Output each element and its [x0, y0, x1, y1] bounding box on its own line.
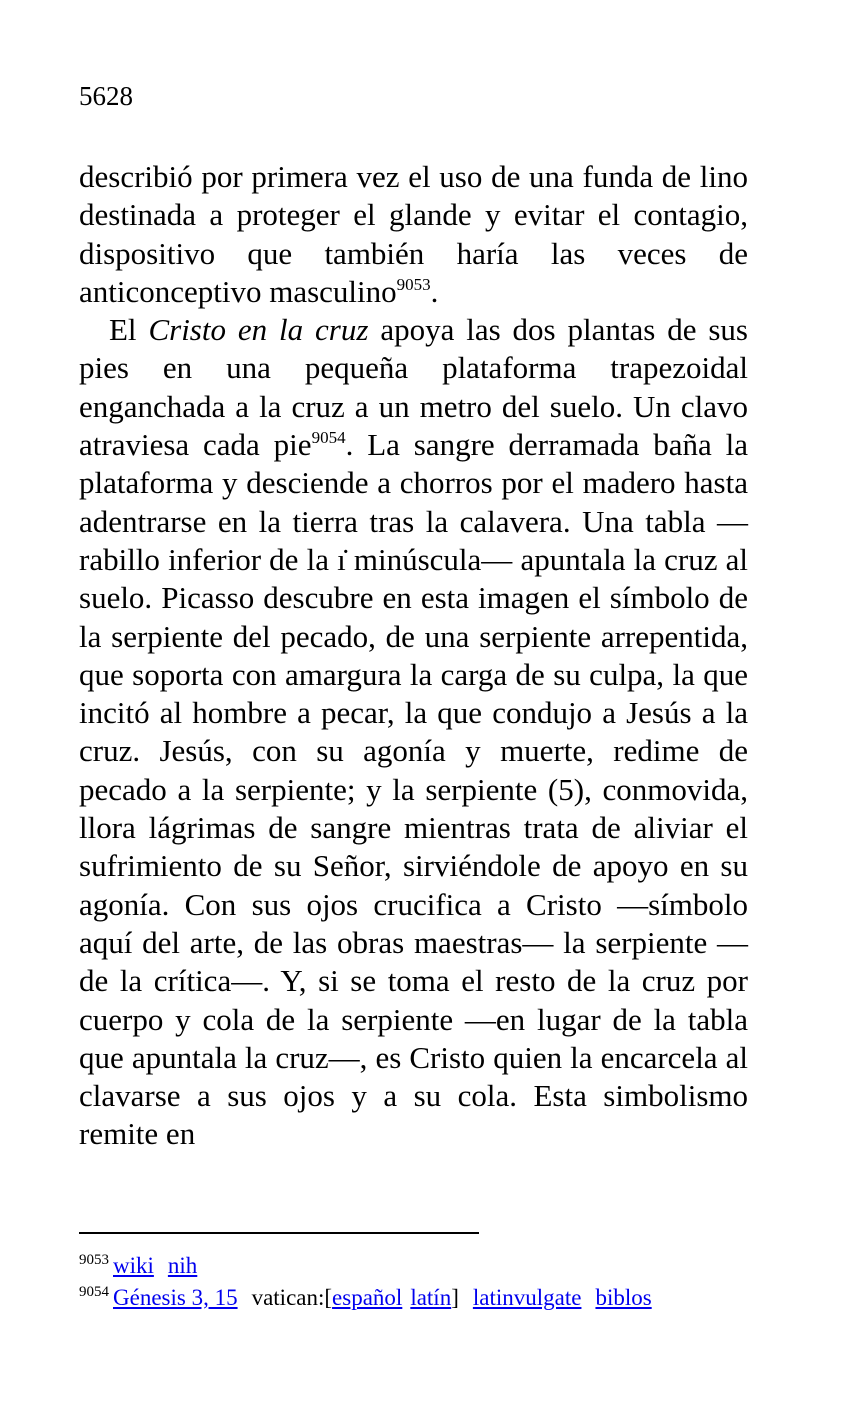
paragraph-1 [79, 158, 748, 311]
paragraph-2-text-b: . La sangre derramada baña la plataforma y desciende a chorros por el madero hasta adentrarse en la tierra tras la calavera. Una tabla —rabillo inferior de la ı̇ minúscula— apuntala la cruz al suelo. Picasso descubre en esta imagen el símbolo de la serpiente del pecado, de una serpiente arrepentida, que soporta con amargura la carga de su culpa, la que incitó al hombre a pecar, la que condujo a Jesús a la cruz. Jesús, con su agonía y muerte, redime de pecado a la serpiente; y la serpiente (5), conmovida, llora lágrimas de sangre mientras trata de aliviar el sufrimiento de su Señor, sirviéndole de apoyo en su agonía. Con sus ojos crucifica a Cristo —símbolo aquí del arte, de las obras maestras— la serpiente —de la crítica—. Y, si se toma el resto de la cruz por cuerpo y cola de la serpiente —en lugar de la tabla que apuntala la cruz—, es Cristo quien la encarcela al clavarse a sus ojos y a su cola. Esta simbolismo remite en [79, 427, 748, 1152]
footnote-number: 9054 [79, 1284, 109, 1300]
footnote-ref-9054[interactable]: 9054 [311, 428, 346, 448]
paragraph-1-end: . [430, 273, 439, 309]
link-wiki[interactable]: wiki [113, 1253, 154, 1278]
footnote-9053 [79, 1250, 652, 1282]
link-espanol[interactable]: español [332, 1285, 403, 1310]
footnote-ref-9053[interactable]: 9053 [396, 274, 431, 294]
footnotes [79, 1250, 652, 1314]
footnote-number: 9053 [79, 1252, 109, 1268]
link-genesis[interactable]: Génesis 3, 15 [113, 1285, 238, 1310]
paragraph-2-text-a: apoya las dos plantas de sus pies en una pequeña plataforma trapezoidal enganchada a la cruz a un metro del suelo. Un clavo atraviesa cada pie [79, 312, 748, 463]
page-number: 5628 [79, 81, 133, 111]
footnote-9054 [79, 1282, 652, 1314]
paragraph-2 [79, 311, 748, 1154]
vatican-prefix: vatican:[ [251, 1285, 333, 1310]
link-nih[interactable]: nih [167, 1253, 198, 1278]
paragraph-1-text: describió por primera vez el uso de una funda de lino destinada a proteger el glande y evitar el contagio, dispositivo que también haría las veces de anticonceptivo masculino [79, 159, 748, 309]
link-biblos[interactable]: biblos [595, 1285, 652, 1310]
paragraph-2-intro: El [109, 312, 149, 348]
link-latinvulgate[interactable]: latinvulgate [472, 1285, 582, 1310]
body-text [79, 158, 748, 1154]
footnote-divider [79, 1232, 479, 1234]
link-latin[interactable]: latín [410, 1285, 452, 1310]
vatican-suffix: ] [451, 1285, 459, 1310]
artwork-title: Cristo en la cruz [148, 312, 369, 348]
